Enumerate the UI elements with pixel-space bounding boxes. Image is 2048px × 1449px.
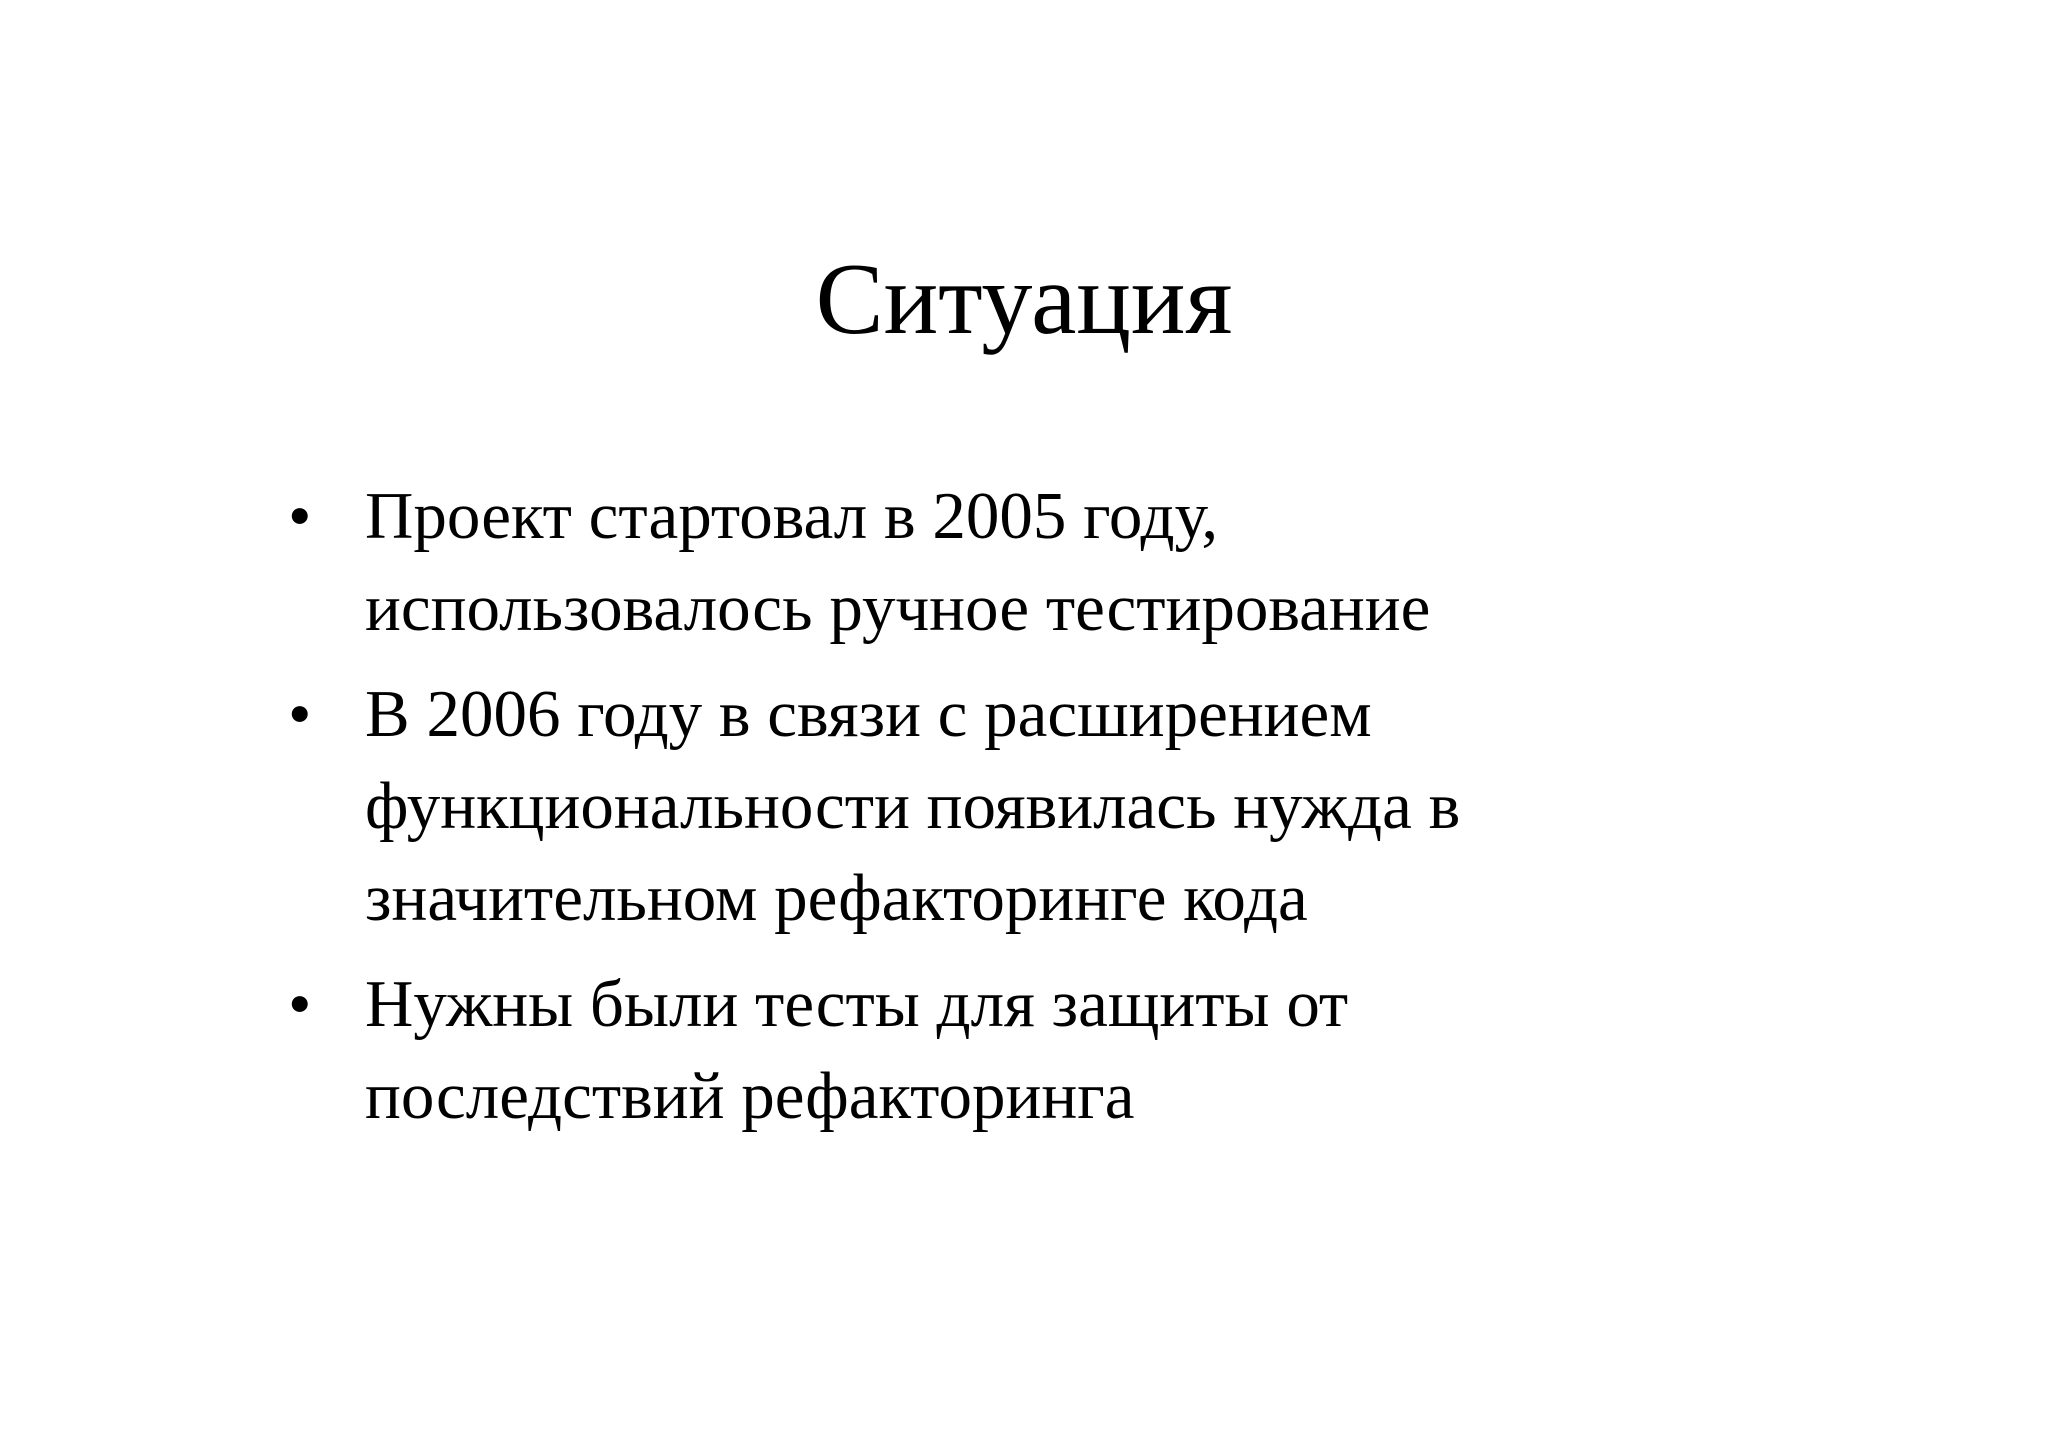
bullet-item [288,668,1788,944]
bullet-text-line: значительном рефакторинге кода [365,861,1308,935]
bullet-list [288,470,1788,1156]
bullet-icon: • [288,677,312,751]
bullet-icon: • [288,479,312,553]
bullet-item [288,958,1788,1142]
bullet-text-line: В 2006 году в связи с расширением [365,677,1372,751]
bullet-text-line: функциональности появилась нужда в [365,769,1461,843]
bullet-icon: • [288,967,312,1041]
bullet-text-line: последствий рефакторинга [365,1059,1135,1133]
bullet-text-line: Проект стартовал в 2005 году, [365,479,1219,553]
bullet-text-line: Нужны были тесты для защиты от [365,967,1349,1041]
bullet-item [288,470,1788,654]
slide-title: Ситуация [815,243,1233,356]
bullet-text-line: использовалось ручное тестирование [365,571,1431,645]
